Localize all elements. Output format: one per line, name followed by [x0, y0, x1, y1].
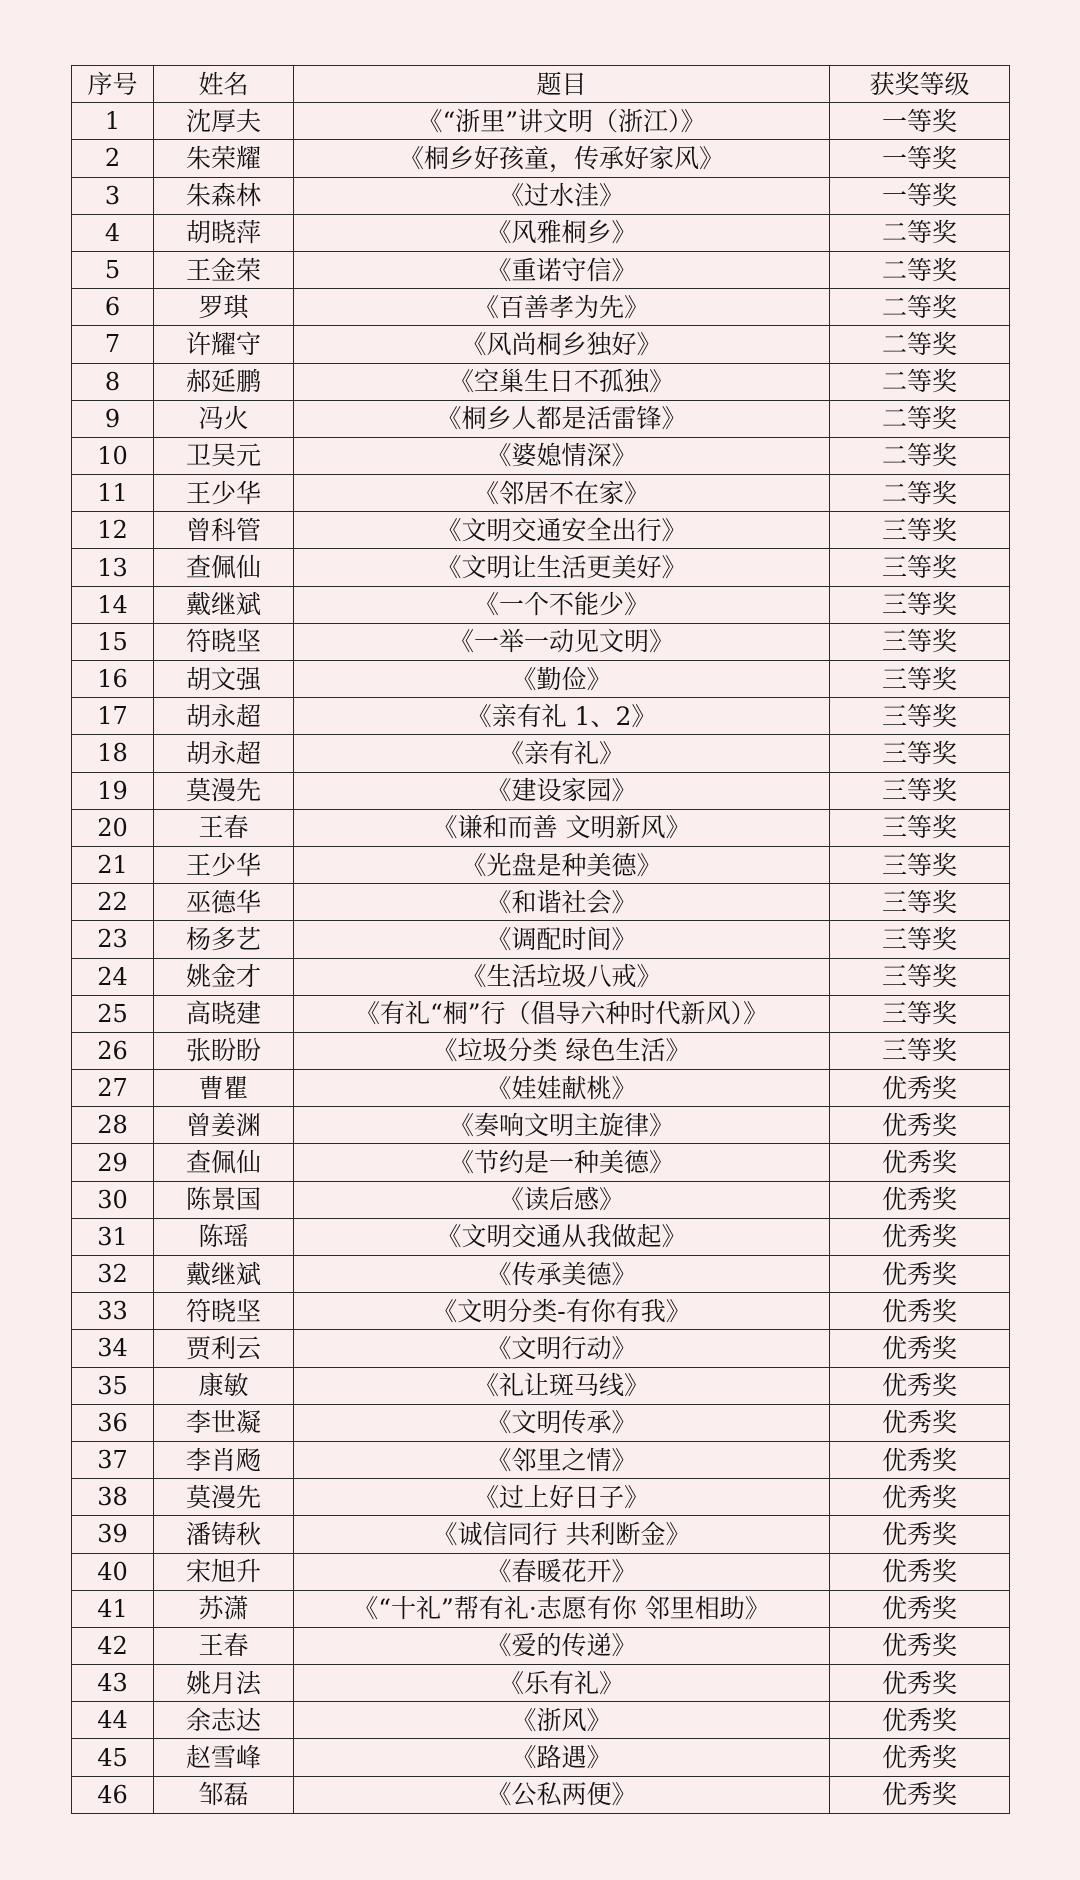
header-title: 题目 [294, 66, 830, 103]
cell-name: 朱森林 [154, 177, 294, 214]
cell-title: 《爱的传递》 [294, 1627, 830, 1664]
cell-title: 《百善孝为先》 [294, 289, 830, 326]
cell-name: 郝延鹏 [154, 363, 294, 400]
table-row [72, 1739, 1010, 1776]
table-row [72, 661, 1010, 698]
cell-number: 3 [72, 177, 154, 214]
cell-title: 《过水洼》 [294, 177, 830, 214]
table-row [72, 958, 1010, 995]
cell-number: 14 [72, 586, 154, 623]
cell-award-level: 优秀奖 [830, 1070, 1010, 1107]
cell-title: 《光盘是种美德》 [294, 846, 830, 883]
header-name: 姓名 [154, 66, 294, 103]
cell-title: 《和谐社会》 [294, 884, 830, 921]
cell-number: 45 [72, 1739, 154, 1776]
cell-name: 李世凝 [154, 1404, 294, 1441]
cell-award-level: 三等奖 [830, 884, 1010, 921]
cell-title: 《调配时间》 [294, 921, 830, 958]
cell-number: 46 [72, 1776, 154, 1813]
cell-title: 《空巢生日不孤独》 [294, 363, 830, 400]
cell-award-level: 优秀奖 [830, 1441, 1010, 1478]
cell-award-level: 优秀奖 [830, 1702, 1010, 1739]
table-body [72, 103, 1010, 1814]
cell-name: 陈景国 [154, 1181, 294, 1218]
cell-title: 《桐乡好孩童，传承好家风》 [294, 140, 830, 177]
cell-award-level: 三等奖 [830, 586, 1010, 623]
cell-award-level: 二等奖 [830, 400, 1010, 437]
table-header [72, 66, 1010, 103]
cell-name: 杨多艺 [154, 921, 294, 958]
cell-number: 2 [72, 140, 154, 177]
cell-number: 24 [72, 958, 154, 995]
cell-name: 曾姜渊 [154, 1107, 294, 1144]
table-row [72, 1070, 1010, 1107]
cell-name: 戴继斌 [154, 586, 294, 623]
cell-award-level: 优秀奖 [830, 1293, 1010, 1330]
cell-number: 34 [72, 1330, 154, 1367]
cell-name: 冯火 [154, 400, 294, 437]
cell-name: 莫漫先 [154, 1479, 294, 1516]
cell-award-level: 优秀奖 [830, 1627, 1010, 1664]
table-row [72, 1107, 1010, 1144]
cell-number: 18 [72, 735, 154, 772]
table-row [72, 1218, 1010, 1255]
cell-award-level: 优秀奖 [830, 1181, 1010, 1218]
table-row [72, 735, 1010, 772]
table-row [72, 1032, 1010, 1069]
cell-number: 30 [72, 1181, 154, 1218]
cell-number: 20 [72, 809, 154, 846]
cell-award-level: 三等奖 [830, 809, 1010, 846]
cell-name: 宋旭升 [154, 1553, 294, 1590]
cell-title: 《文明行动》 [294, 1330, 830, 1367]
cell-award-level: 一等奖 [830, 177, 1010, 214]
table-row [72, 177, 1010, 214]
cell-award-level: 二等奖 [830, 326, 1010, 363]
cell-name: 潘铸秋 [154, 1516, 294, 1553]
cell-title: 《“浙里”讲文明（浙江）》 [294, 103, 830, 140]
cell-title: 《一个不能少》 [294, 586, 830, 623]
cell-title: 《公私两便》 [294, 1776, 830, 1813]
cell-award-level: 二等奖 [830, 251, 1010, 288]
cell-award-level: 优秀奖 [830, 1739, 1010, 1776]
table-row [72, 846, 1010, 883]
table-row [72, 1367, 1010, 1404]
cell-number: 9 [72, 400, 154, 437]
cell-title: 《有礼“桐”行（倡导六种时代新风）》 [294, 995, 830, 1032]
cell-name: 曹瞿 [154, 1070, 294, 1107]
cell-name: 李肖飏 [154, 1441, 294, 1478]
cell-name: 高晓建 [154, 995, 294, 1032]
cell-number: 13 [72, 549, 154, 586]
header-number: 序号 [72, 66, 154, 103]
cell-number: 6 [72, 289, 154, 326]
cell-number: 26 [72, 1032, 154, 1069]
cell-title: 《亲有礼》 [294, 735, 830, 772]
cell-award-level: 优秀奖 [830, 1404, 1010, 1441]
cell-award-level: 二等奖 [830, 437, 1010, 474]
table-row [72, 921, 1010, 958]
cell-number: 8 [72, 363, 154, 400]
table-row [72, 698, 1010, 735]
cell-number: 36 [72, 1404, 154, 1441]
cell-title: 《谦和而善 文明新风》 [294, 809, 830, 846]
cell-title: 《过上好日子》 [294, 1479, 830, 1516]
cell-award-level: 三等奖 [830, 512, 1010, 549]
table-row [72, 1627, 1010, 1664]
cell-title: 《生活垃圾八戒》 [294, 958, 830, 995]
table-row [72, 475, 1010, 512]
cell-title: 《乐有礼》 [294, 1665, 830, 1702]
cell-number: 44 [72, 1702, 154, 1739]
cell-name: 胡永超 [154, 735, 294, 772]
cell-number: 17 [72, 698, 154, 735]
cell-name: 苏潇 [154, 1590, 294, 1627]
cell-title: 《垃圾分类 绿色生活》 [294, 1032, 830, 1069]
cell-number: 10 [72, 437, 154, 474]
cell-title: 《传承美德》 [294, 1256, 830, 1293]
cell-number: 23 [72, 921, 154, 958]
table-row [72, 140, 1010, 177]
cell-number: 11 [72, 475, 154, 512]
cell-award-level: 一等奖 [830, 140, 1010, 177]
cell-award-level: 二等奖 [830, 475, 1010, 512]
cell-award-level: 优秀奖 [830, 1330, 1010, 1367]
table-row [72, 1330, 1010, 1367]
cell-award-level: 三等奖 [830, 958, 1010, 995]
cell-name: 戴继斌 [154, 1256, 294, 1293]
table-row [72, 1479, 1010, 1516]
table-row [72, 1256, 1010, 1293]
table-row [72, 1590, 1010, 1627]
table-row [72, 1702, 1010, 1739]
cell-award-level: 三等奖 [830, 921, 1010, 958]
table-row [72, 437, 1010, 474]
cell-title: 《春暖花开》 [294, 1553, 830, 1590]
table-row [72, 1553, 1010, 1590]
table-row [72, 1293, 1010, 1330]
cell-number: 12 [72, 512, 154, 549]
cell-title: 《风尚桐乡独好》 [294, 326, 830, 363]
table-row [72, 400, 1010, 437]
cell-number: 35 [72, 1367, 154, 1404]
table-row [72, 586, 1010, 623]
cell-award-level: 二等奖 [830, 363, 1010, 400]
table-row [72, 512, 1010, 549]
cell-award-level: 二等奖 [830, 214, 1010, 251]
cell-name: 康敏 [154, 1367, 294, 1404]
table-row [72, 363, 1010, 400]
cell-number: 5 [72, 251, 154, 288]
cell-number: 22 [72, 884, 154, 921]
cell-name: 符晓坚 [154, 623, 294, 660]
cell-title: 《桐乡人都是活雷锋》 [294, 400, 830, 437]
cell-title: 《文明传承》 [294, 1404, 830, 1441]
cell-name: 曾科管 [154, 512, 294, 549]
table-row [72, 1516, 1010, 1553]
cell-name: 姚金才 [154, 958, 294, 995]
table-row [72, 1776, 1010, 1813]
cell-award-level: 三等奖 [830, 772, 1010, 809]
cell-number: 40 [72, 1553, 154, 1590]
cell-name: 胡晓萍 [154, 214, 294, 251]
cell-award-level: 二等奖 [830, 289, 1010, 326]
cell-number: 42 [72, 1627, 154, 1664]
cell-name: 许耀守 [154, 326, 294, 363]
awards-table [71, 65, 1010, 1814]
cell-number: 21 [72, 846, 154, 883]
cell-title: 《亲有礼 1、2》 [294, 698, 830, 735]
cell-name: 卫吴元 [154, 437, 294, 474]
table-row [72, 326, 1010, 363]
table-row [72, 214, 1010, 251]
cell-name: 陈瑶 [154, 1218, 294, 1255]
cell-number: 1 [72, 103, 154, 140]
cell-name: 张盼盼 [154, 1032, 294, 1069]
cell-award-level: 优秀奖 [830, 1516, 1010, 1553]
cell-name: 王少华 [154, 846, 294, 883]
cell-number: 29 [72, 1144, 154, 1181]
cell-award-level: 优秀奖 [830, 1218, 1010, 1255]
cell-name: 赵雪峰 [154, 1739, 294, 1776]
cell-name: 罗琪 [154, 289, 294, 326]
cell-name: 朱荣耀 [154, 140, 294, 177]
cell-number: 4 [72, 214, 154, 251]
cell-name: 姚月法 [154, 1665, 294, 1702]
cell-title: 《文明分类-有你有我》 [294, 1293, 830, 1330]
cell-number: 19 [72, 772, 154, 809]
table-row [72, 1404, 1010, 1441]
table-row [72, 809, 1010, 846]
cell-number: 38 [72, 1479, 154, 1516]
cell-name: 沈厚夫 [154, 103, 294, 140]
table-row [72, 549, 1010, 586]
cell-title: 《“十礼”帮有礼·志愿有你 邻里相助》 [294, 1590, 830, 1627]
cell-number: 25 [72, 995, 154, 1032]
cell-title: 《读后感》 [294, 1181, 830, 1218]
cell-number: 27 [72, 1070, 154, 1107]
cell-award-level: 优秀奖 [830, 1776, 1010, 1813]
cell-name: 莫漫先 [154, 772, 294, 809]
table-row [72, 1665, 1010, 1702]
cell-award-level: 优秀奖 [830, 1367, 1010, 1404]
cell-number: 39 [72, 1516, 154, 1553]
cell-name: 查佩仙 [154, 1144, 294, 1181]
cell-title: 《建设家园》 [294, 772, 830, 809]
cell-award-level: 优秀奖 [830, 1553, 1010, 1590]
cell-title: 《一举一动见文明》 [294, 623, 830, 660]
cell-title: 《文明交通安全出行》 [294, 512, 830, 549]
cell-name: 贾利云 [154, 1330, 294, 1367]
cell-number: 41 [72, 1590, 154, 1627]
cell-name: 查佩仙 [154, 549, 294, 586]
table-row [72, 623, 1010, 660]
cell-number: 31 [72, 1218, 154, 1255]
cell-award-level: 优秀奖 [830, 1107, 1010, 1144]
cell-award-level: 三等奖 [830, 846, 1010, 883]
cell-award-level: 三等奖 [830, 549, 1010, 586]
cell-number: 43 [72, 1665, 154, 1702]
cell-title: 《礼让斑马线》 [294, 1367, 830, 1404]
cell-award-level: 优秀奖 [830, 1665, 1010, 1702]
table-row [72, 289, 1010, 326]
cell-name: 王金荣 [154, 251, 294, 288]
cell-number: 37 [72, 1441, 154, 1478]
cell-name: 王春 [154, 809, 294, 846]
cell-title: 《诚信同行 共利断金》 [294, 1516, 830, 1553]
cell-award-level: 优秀奖 [830, 1479, 1010, 1516]
table-row [72, 995, 1010, 1032]
cell-title: 《文明让生活更美好》 [294, 549, 830, 586]
cell-number: 16 [72, 661, 154, 698]
cell-title: 《邻居不在家》 [294, 475, 830, 512]
table-row [72, 251, 1010, 288]
cell-title: 《勤俭》 [294, 661, 830, 698]
cell-title: 《风雅桐乡》 [294, 214, 830, 251]
cell-number: 32 [72, 1256, 154, 1293]
cell-award-level: 一等奖 [830, 103, 1010, 140]
table-row [72, 103, 1010, 140]
cell-award-level: 三等奖 [830, 735, 1010, 772]
cell-award-level: 三等奖 [830, 623, 1010, 660]
cell-title: 《文明交通从我做起》 [294, 1218, 830, 1255]
table-row [72, 1181, 1010, 1218]
cell-name: 余志达 [154, 1702, 294, 1739]
cell-name: 胡文强 [154, 661, 294, 698]
cell-award-level: 三等奖 [830, 1032, 1010, 1069]
cell-title: 《娃娃献桃》 [294, 1070, 830, 1107]
cell-number: 33 [72, 1293, 154, 1330]
cell-title: 《路遇》 [294, 1739, 830, 1776]
cell-name: 胡永超 [154, 698, 294, 735]
cell-number: 15 [72, 623, 154, 660]
cell-name: 巫德华 [154, 884, 294, 921]
cell-award-level: 三等奖 [830, 995, 1010, 1032]
awards-sheet [71, 65, 1009, 1814]
table-row [72, 772, 1010, 809]
header-award-level: 获奖等级 [830, 66, 1010, 103]
cell-title: 《婆媳情深》 [294, 437, 830, 474]
cell-title: 《重诺守信》 [294, 251, 830, 288]
cell-title: 《邻里之情》 [294, 1441, 830, 1478]
cell-award-level: 三等奖 [830, 661, 1010, 698]
cell-award-level: 优秀奖 [830, 1590, 1010, 1627]
cell-award-level: 优秀奖 [830, 1256, 1010, 1293]
header-row [72, 66, 1010, 103]
cell-name: 王春 [154, 1627, 294, 1664]
cell-number: 7 [72, 326, 154, 363]
table-row [72, 1144, 1010, 1181]
cell-name: 符晓坚 [154, 1293, 294, 1330]
table-row [72, 1441, 1010, 1478]
cell-award-level: 三等奖 [830, 698, 1010, 735]
cell-number: 28 [72, 1107, 154, 1144]
table-row [72, 884, 1010, 921]
cell-title: 《节约是一种美德》 [294, 1144, 830, 1181]
cell-title: 《奏响文明主旋律》 [294, 1107, 830, 1144]
cell-name: 王少华 [154, 475, 294, 512]
cell-title: 《浙风》 [294, 1702, 830, 1739]
cell-name: 邹磊 [154, 1776, 294, 1813]
cell-award-level: 优秀奖 [830, 1144, 1010, 1181]
